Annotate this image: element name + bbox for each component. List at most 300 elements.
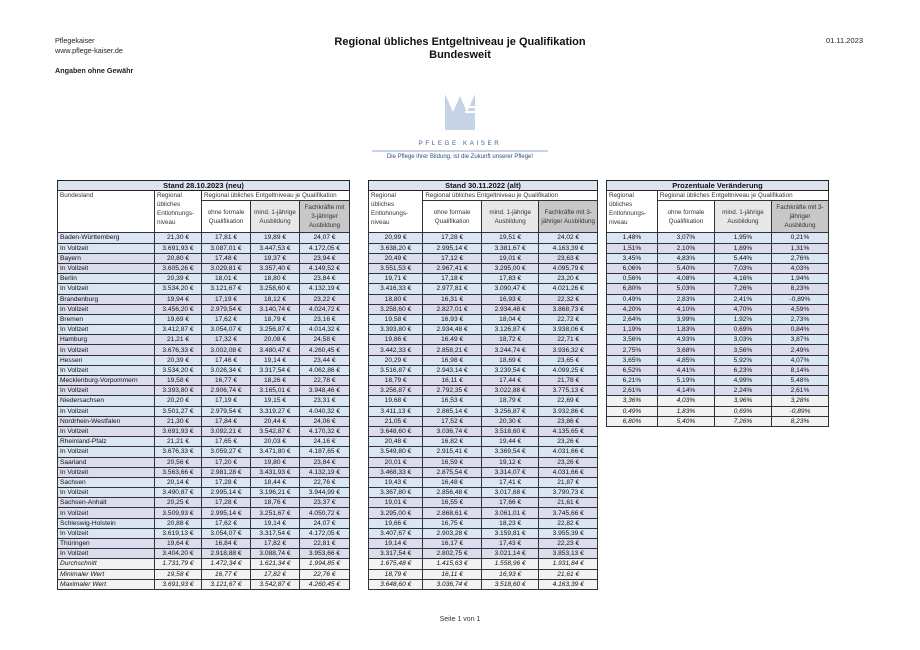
- monthly-wage-cell: 4.172,05 €: [300, 243, 350, 253]
- logo-slogan: Die Pflege ihrer Bildung, ist die Zukunft unserer Pflege!: [386, 154, 534, 160]
- monthly-wage-cell: 3.542,87 €: [251, 426, 300, 436]
- monthly-wage-cell: 4.132,19 €: [300, 467, 350, 477]
- monthly-wage-cell: 2.868,61 €: [423, 508, 482, 518]
- monthly-wage-cell: 4.021,26 €: [539, 284, 598, 294]
- percent-change-cell: 4,03%: [771, 263, 828, 273]
- hourly-wage-cell: 18,79 €: [369, 376, 423, 386]
- hourly-wage-cell: 18,76 €: [251, 498, 300, 508]
- monthly-wage-cell: 3.605,26 €: [155, 263, 202, 273]
- percent-change-cell: 2,61%: [607, 386, 658, 396]
- table-row: [58, 233, 350, 243]
- hourly-wage-cell: 22,76 €: [300, 477, 350, 487]
- monthly-wage-cell: 3.416,33 €: [369, 284, 423, 294]
- hourly-wage-cell: 18,72 €: [481, 335, 539, 345]
- hourly-wage-cell: 19,69 €: [155, 314, 202, 324]
- percent-change-cell: 0,56%: [607, 274, 658, 284]
- hourly-wage-cell: 17,65 €: [202, 437, 251, 447]
- monthly-wage-cell: 4.099,25 €: [539, 365, 598, 375]
- hourly-wage-cell: 19,64 €: [155, 539, 202, 549]
- table-row: [58, 294, 350, 304]
- table-row: [58, 457, 350, 467]
- hourly-wage-cell: 16,98 €: [423, 355, 482, 365]
- monthly-wage-cell: 3.317,54 €: [369, 549, 423, 559]
- hourly-wage-cell: 23,86 €: [539, 416, 598, 426]
- hourly-wage-cell: 19,01 €: [369, 498, 423, 508]
- summary-row: [369, 559, 598, 569]
- vollzeit-label: In Vollzeit: [58, 406, 155, 416]
- percent-change-cell: 5,44%: [714, 253, 771, 263]
- table-row: [58, 467, 350, 477]
- summary-cell: 3.518,60 €: [481, 579, 539, 589]
- percent-change-cell: 2,76%: [771, 253, 828, 263]
- hourly-wage-cell: 19,80 €: [251, 457, 300, 467]
- hourly-wage-cell: 22,82 €: [539, 518, 598, 528]
- monthly-wage-cell: 3.938,06 €: [539, 325, 598, 335]
- percent-change-cell: 4,14%: [657, 386, 714, 396]
- percent-change-cell: 3,03%: [714, 335, 771, 345]
- hourly-wage-cell: 16,77 €: [202, 376, 251, 386]
- hourly-wage-cell: 16,11 €: [423, 376, 482, 386]
- percent-change-cell: 3,68%: [657, 345, 714, 355]
- monthly-wage-cell: 3.534,20 €: [155, 284, 202, 294]
- monthly-wage-cell: 2.856,48 €: [423, 488, 482, 498]
- table-row: [369, 365, 598, 375]
- percent-change-cell: 3,56%: [607, 335, 658, 345]
- monthly-wage-cell: 3.404,20 €: [155, 549, 202, 559]
- hourly-wage-cell: 18,04 €: [481, 314, 539, 324]
- monthly-wage-cell: 3.256,87 €: [251, 325, 300, 335]
- hourly-wage-cell: 17,19 €: [202, 294, 251, 304]
- hourly-wage-cell: 20,49 €: [369, 253, 423, 263]
- monthly-wage-cell: 3.412,87 €: [155, 325, 202, 335]
- hourly-wage-cell: 18,23 €: [481, 518, 539, 528]
- summary-cell: 16,11 €: [423, 569, 482, 579]
- monthly-wage-cell: 2.934,48 €: [423, 325, 482, 335]
- table-row: [58, 304, 350, 314]
- summary-cell: 3.691,93 €: [155, 579, 202, 589]
- monthly-wage-cell: 3.953,66 €: [300, 549, 350, 559]
- hourly-wage-cell: 16,17 €: [423, 539, 482, 549]
- monthly-wage-cell: 3.936,32 €: [539, 345, 598, 355]
- table-row: [58, 477, 350, 487]
- summary-cell: 0,69%: [714, 406, 771, 416]
- hourly-wage-cell: 20,39 €: [155, 274, 202, 284]
- state-name: Hamburg: [58, 335, 155, 345]
- table-row: [58, 549, 350, 559]
- hourly-wage-cell: 23,84 €: [300, 457, 350, 467]
- monthly-wage-cell: 3.468,33 €: [369, 467, 423, 477]
- col-header-q2-old: mind. 1-jährige Ausbildung: [481, 201, 539, 233]
- percent-change-cell: 5,40%: [657, 263, 714, 273]
- percent-change-cell: 3,07%: [657, 233, 714, 243]
- monthly-wage-cell: 2.827,01 €: [423, 304, 482, 314]
- percent-change-cell: -0,89%: [771, 294, 828, 304]
- percent-change-cell: 0,84%: [771, 325, 828, 335]
- hourly-wage-cell: 18,79 €: [251, 314, 300, 324]
- state-name: Thüringen: [58, 539, 155, 549]
- summary-cell: 3.121,67 €: [202, 579, 251, 589]
- hourly-wage-cell: 24,06 €: [300, 416, 350, 426]
- hourly-wage-cell: 21,61 €: [539, 498, 598, 508]
- hourly-wage-cell: 23,37 €: [300, 498, 350, 508]
- table-row: [58, 426, 350, 436]
- percent-change-cell: 2,24%: [714, 386, 771, 396]
- hourly-wage-cell: 19,58 €: [155, 376, 202, 386]
- summary-cell: 19,58 €: [155, 569, 202, 579]
- table-row: [369, 335, 598, 345]
- percent-change-cell: 2,49%: [771, 345, 828, 355]
- title-line-1: Regional übliches Entgeltniveau je Qualifikation: [334, 36, 586, 48]
- vollzeit-label: In Vollzeit: [58, 386, 155, 396]
- summary-cell: 4.163,39 €: [539, 579, 598, 589]
- document-date: 01.11.2023: [826, 36, 863, 45]
- disclaimer: Angaben ohne Gewähr: [55, 66, 134, 75]
- summary-cell: 1.994,85 €: [300, 559, 350, 569]
- vollzeit-label: In Vollzeit: [58, 243, 155, 253]
- percent-change-cell: 5,48%: [771, 376, 828, 386]
- hourly-wage-cell: 17,28 €: [423, 233, 482, 243]
- summary-cell: 1.621,34 €: [251, 559, 300, 569]
- hourly-wage-cell: 16,82 €: [423, 437, 482, 447]
- hourly-wage-cell: 16,93 €: [481, 294, 539, 304]
- hourly-wage-cell: 19,01 €: [481, 253, 539, 263]
- table-row: [58, 396, 350, 406]
- col-header-q2: mind. 1-jährige Ausbildung: [251, 201, 300, 233]
- table-row: [369, 426, 598, 436]
- summary-cell: 3,96%: [714, 396, 771, 406]
- hourly-wage-cell: 20,01 €: [369, 457, 423, 467]
- monthly-wage-cell: 3.480,47 €: [251, 345, 300, 355]
- table-row: [369, 355, 598, 365]
- table-row: [369, 253, 598, 263]
- percent-change-cell: 4,41%: [657, 365, 714, 375]
- percent-change-cell: 0,49%: [607, 294, 658, 304]
- hourly-wage-cell: 20,03 €: [251, 437, 300, 447]
- hourly-wage-cell: 23,26 €: [539, 437, 598, 447]
- monthly-wage-cell: 2.865,14 €: [423, 406, 482, 416]
- summary-cell: 3.542,87 €: [251, 579, 300, 589]
- hourly-wage-cell: 22,71 €: [539, 335, 598, 345]
- monthly-wage-cell: 2.858,21 €: [423, 345, 482, 355]
- hourly-wage-cell: 16,55 €: [423, 498, 482, 508]
- table-row: [58, 365, 350, 375]
- hourly-wage-cell: 21,87 €: [539, 477, 598, 487]
- table-row: [369, 437, 598, 447]
- monthly-wage-cell: 4.024,72 €: [300, 304, 350, 314]
- hourly-wage-cell: 17,46 €: [202, 355, 251, 365]
- table-row: [58, 488, 350, 498]
- state-name: Berlin: [58, 274, 155, 284]
- monthly-wage-cell: 4.040,32 €: [300, 406, 350, 416]
- table-row: [369, 416, 598, 426]
- table-old: [368, 180, 598, 590]
- monthly-wage-cell: 4.031,66 €: [539, 467, 598, 477]
- monthly-wage-cell: 3.367,80 €: [369, 488, 423, 498]
- state-name: Baden-Württemberg: [58, 233, 155, 243]
- hourly-wage-cell: 20,80 €: [155, 253, 202, 263]
- hourly-wage-cell: 24,07 €: [300, 518, 350, 528]
- hourly-wage-cell: 23,63 €: [539, 253, 598, 263]
- table-row: [58, 263, 350, 273]
- monthly-wage-cell: 2.792,35 €: [423, 386, 482, 396]
- table-row: [369, 518, 598, 528]
- table-row: [369, 345, 598, 355]
- table-row: [369, 274, 598, 284]
- percent-change-cell: 4,59%: [771, 304, 828, 314]
- monthly-wage-cell: 4.163,39 €: [539, 243, 598, 253]
- monthly-wage-cell: 3.159,81 €: [481, 528, 539, 538]
- hourly-wage-cell: 16,31 €: [423, 294, 482, 304]
- vollzeit-label: In Vollzeit: [58, 508, 155, 518]
- monthly-wage-cell: 4.095,79 €: [539, 263, 598, 273]
- summary-row: [58, 559, 350, 569]
- monthly-wage-cell: 3.256,87 €: [481, 406, 539, 416]
- logo-brand: PFLEGE KAISER: [418, 140, 502, 147]
- table-row: [58, 539, 350, 549]
- table-row: [58, 355, 350, 365]
- hourly-wage-cell: 17,32 €: [202, 335, 251, 345]
- table-row: [58, 243, 350, 253]
- percent-change-cell: 3,87%: [771, 335, 828, 345]
- col-header-group-old: Regional übliches Entgeltniveau je Qualifikation: [423, 191, 598, 201]
- hourly-wage-cell: 18,01 €: [202, 274, 251, 284]
- hourly-wage-cell: 17,41 €: [481, 477, 539, 487]
- section-title-old: Stand 30.11.2022 (alt): [369, 181, 598, 191]
- summary-cell: 16,93 €: [481, 569, 539, 579]
- summary-cell: 3,28%: [771, 396, 828, 406]
- percent-change-cell: 2,41%: [714, 294, 771, 304]
- monthly-wage-cell: 2.906,74 €: [202, 386, 251, 396]
- percent-change-cell: 4,07%: [771, 355, 828, 365]
- monthly-wage-cell: 4.050,72 €: [300, 508, 350, 518]
- hourly-wage-cell: 17,84 €: [202, 416, 251, 426]
- table-row: [369, 304, 598, 314]
- vollzeit-label: In Vollzeit: [58, 447, 155, 457]
- vollzeit-label: In Vollzeit: [58, 263, 155, 273]
- table-row: [369, 488, 598, 498]
- hourly-wage-cell: 17,48 €: [202, 253, 251, 263]
- hourly-wage-cell: 21,30 €: [155, 233, 202, 243]
- monthly-wage-cell: 3.648,60 €: [369, 426, 423, 436]
- hourly-wage-cell: 16,48 €: [423, 477, 482, 487]
- summary-cell: 1,83%: [657, 406, 714, 416]
- monthly-wage-cell: 2.943,14 €: [423, 365, 482, 375]
- table-row: [369, 447, 598, 457]
- monthly-wage-cell: 3.853,13 €: [539, 549, 598, 559]
- table-row: [369, 386, 598, 396]
- summary-cell: 3.036,74 €: [423, 579, 482, 589]
- vollzeit-label: In Vollzeit: [58, 467, 155, 477]
- monthly-wage-cell: 3.775,13 €: [539, 386, 598, 396]
- section-title-change: Prozentuale Veränderung: [607, 181, 829, 191]
- hourly-wage-cell: 18,79 €: [481, 396, 539, 406]
- percent-change-cell: 8,23%: [771, 284, 828, 294]
- hourly-wage-cell: 20,29 €: [369, 355, 423, 365]
- summary-cell: 1.675,48 €: [369, 559, 423, 569]
- hourly-wage-cell: 23,20 €: [539, 274, 598, 284]
- monthly-wage-cell: 2.875,54 €: [423, 467, 482, 477]
- monthly-wage-cell: 3.126,87 €: [481, 325, 539, 335]
- monthly-wage-cell: 4.172,05 €: [300, 528, 350, 538]
- hourly-wage-cell: 19,37 €: [251, 253, 300, 263]
- table-row: [369, 498, 598, 508]
- table-row: [58, 498, 350, 508]
- percent-change-cell: 2,64%: [607, 314, 658, 324]
- summary-cell: 16,77 €: [202, 569, 251, 579]
- hourly-wage-cell: 17,81 €: [202, 233, 251, 243]
- monthly-wage-cell: 3.196,21 €: [251, 488, 300, 498]
- monthly-wage-cell: 3.140,74 €: [251, 304, 300, 314]
- monthly-wage-cell: 3.258,60 €: [251, 284, 300, 294]
- monthly-wage-cell: 4.260,45 €: [300, 345, 350, 355]
- percent-change-cell: 3,65%: [607, 355, 658, 365]
- col-header-group: Regional übliches Entgeltniveau je Qualifikation: [202, 191, 350, 201]
- summary-cell: 21,61 €: [539, 569, 598, 579]
- percent-change-cell: 1,31%: [771, 243, 828, 253]
- hourly-wage-cell: 17,62 €: [202, 314, 251, 324]
- hourly-wage-cell: 21,78 €: [539, 376, 598, 386]
- monthly-wage-cell: 3.563,66 €: [155, 467, 202, 477]
- monthly-wage-cell: 3.745,66 €: [539, 508, 598, 518]
- vollzeit-label: In Vollzeit: [58, 528, 155, 538]
- table-row: [58, 518, 350, 528]
- monthly-wage-cell: 3.002,08 €: [202, 345, 251, 355]
- monthly-wage-cell: 3.442,33 €: [369, 345, 423, 355]
- col-header-q1: ohne formale Qualifikation: [202, 201, 251, 233]
- summary-label: Maximaler Wert: [58, 579, 155, 589]
- monthly-wage-cell: 3.393,80 €: [369, 325, 423, 335]
- hourly-wage-cell: 21,21 €: [155, 437, 202, 447]
- monthly-wage-cell: 3.256,87 €: [369, 386, 423, 396]
- logo: [340, 92, 580, 160]
- summary-row: [369, 579, 598, 589]
- hourly-wage-cell: 17,43 €: [481, 539, 539, 549]
- monthly-wage-cell: 3.868,73 €: [539, 304, 598, 314]
- monthly-wage-cell: 3.393,80 €: [155, 386, 202, 396]
- hourly-wage-cell: 16,93 €: [423, 314, 482, 324]
- monthly-wage-cell: 3.165,01 €: [251, 386, 300, 396]
- summary-cell: 7,26%: [714, 416, 771, 426]
- col-header-q3: Fachkräfte mit 3-jähriger Ausbildung: [300, 201, 350, 233]
- table-row: [58, 508, 350, 518]
- percent-change-cell: 6,06%: [607, 263, 658, 273]
- monthly-wage-cell: 3.676,33 €: [155, 345, 202, 355]
- hourly-wage-cell: 19,15 €: [251, 396, 300, 406]
- hourly-wage-cell: 20,20 €: [155, 396, 202, 406]
- col-header-group-change: Regional übliches Entgeltniveau je Qualifikation: [657, 191, 828, 201]
- col-header-q1-change: ohne formale Qualifikation: [657, 201, 714, 233]
- table-row: [369, 325, 598, 335]
- percent-change-cell: 4,08%: [657, 274, 714, 284]
- monthly-wage-cell: 3.691,93 €: [155, 243, 202, 253]
- table-row: [58, 253, 350, 263]
- hourly-wage-cell: 16,75 €: [423, 518, 482, 528]
- hourly-wage-cell: 22,23 €: [539, 539, 598, 549]
- hourly-wage-cell: 20,25 €: [155, 498, 202, 508]
- monthly-wage-cell: 3.054,07 €: [202, 528, 251, 538]
- hourly-wage-cell: 19,86 €: [369, 335, 423, 345]
- summary-row: [58, 579, 350, 589]
- vollzeit-label: In Vollzeit: [58, 549, 155, 559]
- percent-change-cell: 7,03%: [714, 263, 771, 273]
- hourly-wage-cell: 19,71 €: [369, 274, 423, 284]
- table-row: [58, 325, 350, 335]
- table-row: [369, 263, 598, 273]
- monthly-wage-cell: 3.036,74 €: [423, 426, 482, 436]
- summary-cell: -0,89%: [771, 406, 828, 416]
- hourly-wage-cell: 23,94 €: [300, 253, 350, 263]
- percent-change-cell: 1,83%: [657, 325, 714, 335]
- monthly-wage-cell: 3.790,73 €: [539, 488, 598, 498]
- hourly-wage-cell: 24,16 €: [300, 437, 350, 447]
- hourly-wage-cell: 23,44 €: [300, 355, 350, 365]
- table-row: [369, 406, 598, 416]
- monthly-wage-cell: 3.381,67 €: [481, 243, 539, 253]
- monthly-wage-cell: 3.691,93 €: [155, 426, 202, 436]
- summary-row: [369, 569, 598, 579]
- monthly-wage-cell: 4.170,32 €: [300, 426, 350, 436]
- hourly-wage-cell: 19,66 €: [369, 518, 423, 528]
- hourly-wage-cell: 21,30 €: [155, 416, 202, 426]
- table-row: [369, 508, 598, 518]
- summary-label: Minimaler Wert: [58, 569, 155, 579]
- summary-row: [607, 406, 829, 416]
- monthly-wage-cell: 3.619,13 €: [155, 528, 202, 538]
- hourly-wage-cell: 21,21 €: [155, 335, 202, 345]
- percent-change-cell: 1,92%: [714, 314, 771, 324]
- hourly-wage-cell: 19,44 €: [481, 437, 539, 447]
- monthly-wage-cell: 3.090,47 €: [481, 284, 539, 294]
- hourly-wage-cell: 18,69 €: [481, 355, 539, 365]
- monthly-wage-cell: 3.948,46 €: [300, 386, 350, 396]
- hourly-wage-cell: 22,72 €: [539, 314, 598, 324]
- state-name: Sachsen: [58, 477, 155, 487]
- monthly-wage-cell: 3.317,54 €: [251, 528, 300, 538]
- monthly-wage-cell: 3.092,21 €: [202, 426, 251, 436]
- percent-change-cell: 4,99%: [714, 376, 771, 386]
- vollzeit-label: In Vollzeit: [58, 304, 155, 314]
- percent-change-cell: 4,16%: [714, 274, 771, 284]
- hourly-wage-cell: 23,84 €: [300, 274, 350, 284]
- hourly-wage-cell: 16,59 €: [423, 457, 482, 467]
- monthly-wage-cell: 3.490,87 €: [155, 488, 202, 498]
- hourly-wage-cell: 20,39 €: [155, 355, 202, 365]
- hourly-wage-cell: 19,94 €: [155, 294, 202, 304]
- table-row: [369, 539, 598, 549]
- monthly-wage-cell: 3.021,14 €: [481, 549, 539, 559]
- monthly-wage-cell: 3.638,20 €: [369, 243, 423, 253]
- monthly-wage-cell: 2.995,14 €: [423, 243, 482, 253]
- hourly-wage-cell: 20,56 €: [155, 457, 202, 467]
- monthly-wage-cell: 3.088,74 €: [251, 549, 300, 559]
- monthly-wage-cell: 3.317,54 €: [251, 365, 300, 375]
- hourly-wage-cell: 22,69 €: [539, 396, 598, 406]
- table-row: [369, 243, 598, 253]
- monthly-wage-cell: 3.022,88 €: [481, 386, 539, 396]
- monthly-wage-cell: 2.915,41 €: [423, 447, 482, 457]
- hourly-wage-cell: 20,88 €: [155, 518, 202, 528]
- hourly-wage-cell: 17,18 €: [423, 274, 482, 284]
- table-row: [58, 376, 350, 386]
- hourly-wage-cell: 17,82 €: [251, 539, 300, 549]
- hourly-wage-cell: 19,51 €: [481, 233, 539, 243]
- percent-change-cell: 5,19%: [657, 376, 714, 386]
- hourly-wage-cell: 17,28 €: [202, 477, 251, 487]
- monthly-wage-cell: 2.977,81 €: [423, 284, 482, 294]
- monthly-wage-cell: 3.059,27 €: [202, 447, 251, 457]
- monthly-wage-cell: 3.944,99 €: [300, 488, 350, 498]
- hourly-wage-cell: 19,14 €: [251, 518, 300, 528]
